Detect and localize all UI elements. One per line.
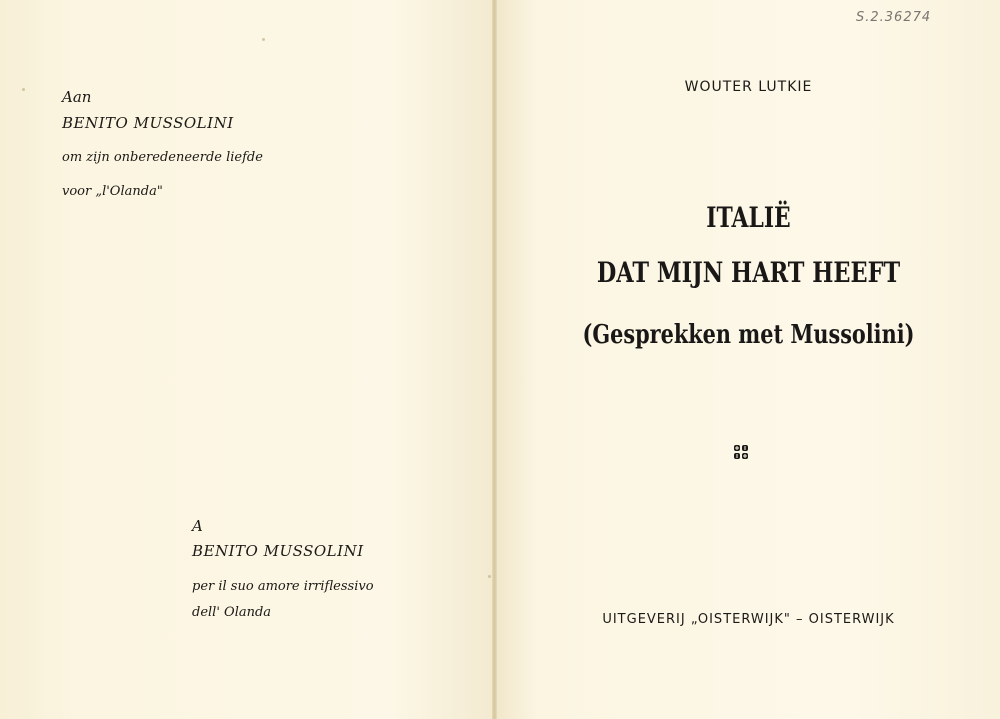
printers-ornament-icon <box>733 444 749 460</box>
dedication-nl-line-1: om zijn onberedeneerde liefde <box>62 150 263 165</box>
dedication-nl-line-2: voor „l'Olanda" <box>62 184 163 199</box>
dedication-it-line-1: per il suo amore irriflessivo <box>192 579 374 594</box>
subtitle: (Gesprekken met Mussolini) <box>582 320 915 350</box>
dedication-it-line-2: dell' Olanda <box>192 605 272 620</box>
dedication-it-name: BENITO MUSSOLINI <box>192 542 364 560</box>
shelfmark-pencil: S.2.36274 <box>856 10 932 25</box>
dedication-nl-name: BENITO MUSSOLINI <box>62 114 234 132</box>
author-name: WOUTER LUTKIE <box>684 79 813 95</box>
dedication-it-a: A <box>192 517 203 535</box>
dedication-nl-aan: Aan <box>62 88 92 106</box>
title-line-1: ITALIË <box>706 201 791 234</box>
paper-speck <box>262 38 265 41</box>
left-page <box>0 0 492 719</box>
title-line-2: DAT MIJN HART HEEFT <box>596 256 901 289</box>
paper-speck <box>488 575 491 578</box>
publisher-line: UITGEVERIJ „OISTERWIJK" – OISTERWIJK <box>602 612 895 627</box>
paper-speck <box>22 88 25 91</box>
